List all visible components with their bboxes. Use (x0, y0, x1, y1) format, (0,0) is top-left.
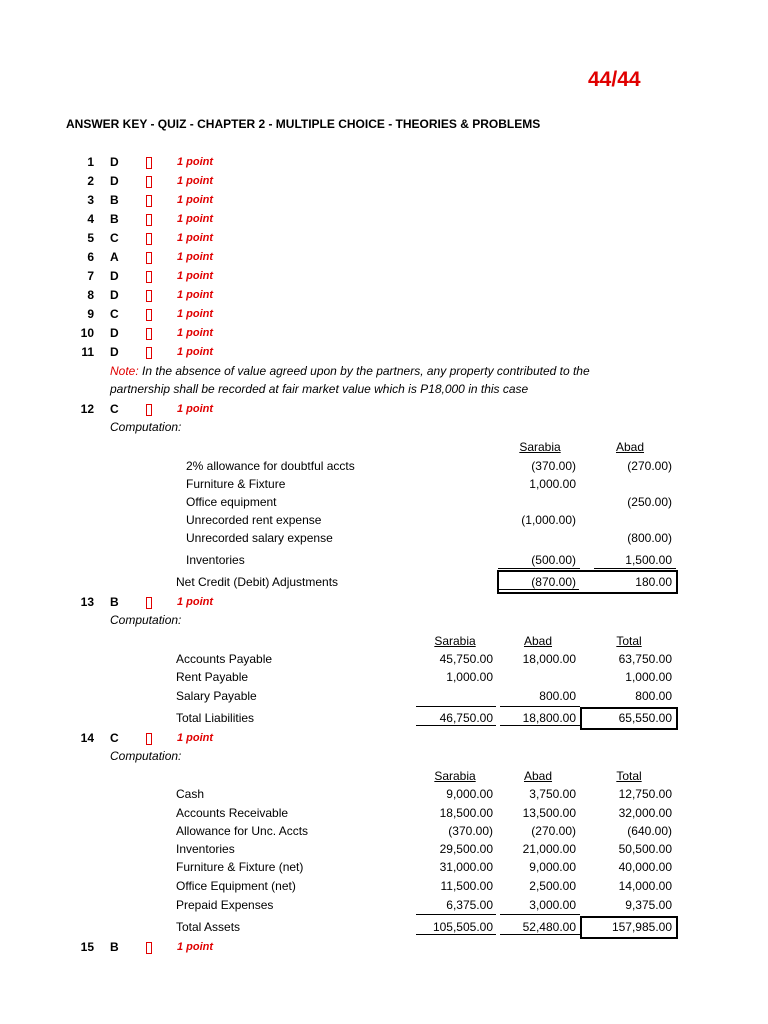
column-header: Sarabia (434, 634, 476, 648)
question-answer: C (110, 307, 119, 321)
cell-value: (270.00) (627, 459, 672, 473)
row-label: Inventories (186, 553, 245, 567)
total-value: 65,550.00 (618, 711, 672, 725)
row-label: Cash (176, 787, 205, 801)
question-points: 1 point (177, 327, 214, 339)
question-answer: C (110, 731, 119, 745)
cell-value: 9,375.00 (625, 898, 672, 912)
total-label: Total Liabilities (176, 711, 255, 725)
check-icon (146, 290, 152, 302)
question-points: 1 point (177, 941, 214, 953)
question-points: 1 point (177, 232, 214, 244)
row-label: Prepaid Expenses (176, 898, 274, 912)
row-label: Office equipment (186, 495, 277, 509)
question-points: 1 point (177, 194, 214, 206)
check-icon (146, 157, 152, 169)
question-points: 1 point (177, 308, 214, 320)
page-title: ANSWER KEY - QUIZ - CHAPTER 2 - MULTIPLE CHOICE - THEORIES & PROBLEMS (66, 117, 541, 131)
question-answer: D (110, 269, 119, 283)
row-label: Accounts Receivable (176, 806, 289, 820)
check-icon (146, 404, 152, 416)
cell-value: 31,000.00 (439, 860, 493, 874)
cell-value: 40,000.00 (618, 860, 672, 874)
total-value: (870.00) (531, 575, 576, 589)
cell-value: (370.00) (531, 459, 576, 473)
question-number: 13 (80, 595, 94, 609)
cell-value: 12,750.00 (618, 787, 672, 801)
question-answer: D (110, 174, 119, 188)
cell-value: 63,750.00 (618, 652, 672, 666)
question-answer: D (110, 326, 119, 340)
cell-value: 21,000.00 (522, 842, 576, 856)
note-line (110, 364, 590, 378)
question-number: 3 (87, 193, 94, 207)
question-number: 11 (81, 345, 94, 359)
cell-value: 45,750.00 (439, 652, 493, 666)
row-label: Accounts Payable (176, 652, 273, 666)
cell-value: (370.00) (448, 824, 493, 838)
cell-value: 18,500.00 (439, 806, 493, 820)
question-number: 10 (80, 326, 94, 340)
question-points: 1 point (177, 251, 214, 263)
underline (500, 706, 580, 707)
question-answer: B (110, 193, 119, 207)
question-number: 12 (80, 402, 94, 416)
question-answer: D (110, 345, 119, 359)
question-points: 1 point (177, 175, 214, 187)
computation-label: Computation: (110, 613, 182, 627)
score: 44/44 (588, 68, 641, 91)
column-header: Total (616, 634, 642, 648)
underline (416, 706, 496, 707)
question-number: 7 (87, 269, 94, 283)
cell-value: 6,375.00 (446, 898, 493, 912)
note-text: partnership shall be recorded at fair market value which is P18,000 in this case (110, 382, 529, 396)
row-label: Rent Payable (176, 670, 249, 684)
question-answer: B (110, 595, 119, 609)
cell-value: (800.00) (627, 531, 672, 545)
column-header: Abad (523, 769, 553, 783)
underline (500, 934, 580, 935)
check-icon (146, 195, 152, 207)
check-icon (146, 176, 152, 188)
question-answer: C (110, 402, 119, 416)
cell-value: 14,000.00 (618, 879, 672, 893)
question-number: 8 (87, 288, 94, 302)
question-number: 1 (87, 155, 94, 169)
column-header: Sarabia (519, 440, 561, 454)
cell-value: 32,000.00 (618, 806, 672, 820)
cell-value: 800.00 (539, 689, 576, 703)
row-label: Office Equipment (net) (176, 879, 296, 893)
total-value: 18,800.00 (522, 711, 576, 725)
computation-label: Computation: (110, 420, 182, 434)
total-label: Total Assets (176, 920, 241, 934)
note-label: Note: (110, 364, 139, 378)
question-answer: B (110, 212, 119, 226)
question-points: 1 point (177, 289, 214, 301)
row-label: Furniture & Fixture (186, 477, 286, 491)
question-answer: B (110, 940, 119, 954)
question-points: 1 point (177, 596, 214, 608)
row-label: Salary Payable (176, 689, 257, 703)
check-icon (146, 271, 152, 283)
underline (416, 914, 496, 915)
check-icon (146, 328, 152, 340)
cell-value: 1,000.00 (446, 670, 493, 684)
question-points: 1 point (177, 732, 214, 744)
check-icon (146, 733, 152, 745)
underline (498, 568, 580, 569)
cell-value: 3,000.00 (529, 898, 576, 912)
column-header: Total (616, 769, 642, 783)
question-number: 6 (87, 250, 94, 264)
question-answer: D (110, 155, 119, 169)
underline (500, 914, 580, 915)
column-header: Abad (615, 440, 645, 454)
cell-value: 2,500.00 (529, 879, 576, 893)
cell-value: 800.00 (635, 689, 672, 703)
total-value: 52,480.00 (522, 920, 576, 934)
check-icon (146, 214, 152, 226)
cell-value: (250.00) (627, 495, 672, 509)
question-points: 1 point (177, 156, 214, 168)
column-header: Abad (523, 634, 553, 648)
question-answer: D (110, 288, 119, 302)
total-value: 46,750.00 (439, 711, 493, 725)
question-number: 4 (87, 212, 94, 226)
cell-value: 50,500.00 (618, 842, 672, 856)
question-number: 9 (87, 307, 94, 321)
computation-label: Computation: (110, 749, 182, 763)
cell-value: 1,000.00 (529, 477, 576, 491)
check-icon (146, 942, 152, 954)
underline (416, 934, 496, 935)
question-answer: A (110, 250, 119, 264)
note-text: In the absence of value agreed upon by the partners, any property contributed to the (138, 364, 590, 378)
underline (416, 725, 496, 726)
cell-value: (500.00) (531, 553, 576, 567)
total-value: 105,505.00 (432, 920, 493, 934)
question-number: 15 (80, 940, 94, 954)
cell-value: 3,750.00 (529, 787, 576, 801)
check-icon (146, 309, 152, 321)
cell-value: 9,000.00 (446, 787, 493, 801)
question-points: 1 point (177, 270, 214, 282)
cell-value: 13,500.00 (522, 806, 576, 820)
row-label: Furniture & Fixture (net) (176, 860, 304, 874)
question-number: 5 (87, 231, 94, 245)
row-label: Unrecorded rent expense (186, 513, 322, 527)
column-header: Sarabia (434, 769, 476, 783)
cell-value: 1,500.00 (625, 553, 672, 567)
cell-value: 9,000.00 (529, 860, 576, 874)
check-icon (146, 233, 152, 245)
underline (500, 725, 580, 726)
question-points: 1 point (177, 403, 214, 415)
underline (499, 589, 579, 590)
total-value: 180.00 (635, 575, 672, 589)
row-label: Allowance for Unc. Accts (176, 824, 309, 838)
check-icon (146, 252, 152, 264)
question-number: 2 (87, 174, 94, 188)
cell-value: 1,000.00 (625, 670, 672, 684)
total-value: 157,985.00 (611, 920, 672, 934)
row-label: Inventories (176, 842, 235, 856)
cell-value: 18,000.00 (522, 652, 576, 666)
cell-value: 29,500.00 (439, 842, 493, 856)
question-points: 1 point (177, 346, 214, 358)
row-label: 2% allowance for doubtful accts (186, 459, 355, 473)
check-icon (146, 597, 152, 609)
underline (594, 568, 676, 569)
question-answer: C (110, 231, 119, 245)
row-label: Unrecorded salary expense (186, 531, 333, 545)
cell-value: 11,500.00 (440, 879, 493, 893)
cell-value: (640.00) (627, 824, 672, 838)
question-number: 14 (80, 731, 94, 745)
cell-value: (1,000.00) (521, 513, 576, 527)
total-label: Net Credit (Debit) Adjustments (176, 575, 339, 589)
cell-value: (270.00) (531, 824, 576, 838)
question-points: 1 point (177, 213, 214, 225)
check-icon (146, 347, 152, 359)
